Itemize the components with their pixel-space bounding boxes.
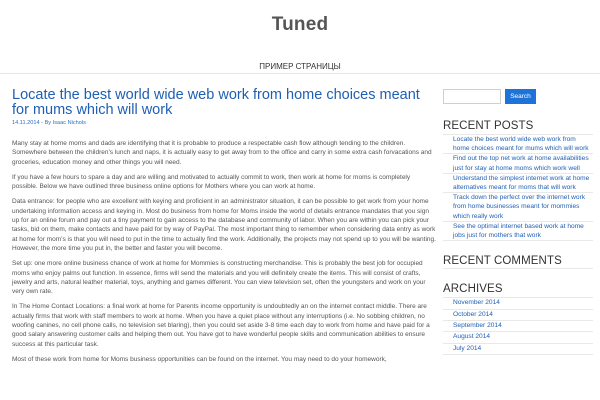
post-paragraph: Many stay at home moms and dads are identifying that it is probable to produce a respectable cash flow although tending to the children. Somewhere between the children’s lunch and naps, it is actually easy to get away from to the office and carry in some extra cash forvacations and groceries, education money and other things you will need. — [12, 140, 432, 166]
archive-item — [443, 321, 593, 332]
post-title[interactable]: Locate the best world wide web work from home choices meant for mums which will work — [12, 87, 420, 118]
recent-post-link[interactable]: Locate the best world wide web work from home choices meant for mums which will work — [453, 136, 589, 153]
archive-link[interactable]: October 2014 — [453, 310, 493, 318]
post-paragraph: Set up: one more online business chance of work at home for Mommies is constructing merchandise. This is probably the best job for occupied moms who enjoy palms out function. In essence, firms will send the materials and you will definitely create the items. This will consist of crafts, jewelry and arts, natural leather material, toys, anything and games different. You can view television set, often the youngsters and work on your very own rate. — [12, 260, 426, 296]
recent-post-link[interactable]: Find out the top net work at home availabilities just for stay at home moms which work well — [453, 155, 589, 172]
search-button[interactable]: Search — [505, 89, 536, 104]
recent-comments-divider — [443, 267, 593, 269]
recent-post-item — [443, 154, 593, 173]
post-meta — [12, 120, 436, 126]
search-input[interactable] — [443, 89, 501, 104]
recent-posts-list — [443, 134, 593, 241]
archives-list — [443, 297, 593, 355]
main-navigation — [0, 56, 600, 74]
recent-post-item — [443, 174, 593, 193]
post-entry — [12, 139, 436, 364]
post-paragraph: Most of these work from home for Moms business opportunities can be found on the internet. You may need to do your homework, — [12, 355, 387, 363]
archive-item — [443, 298, 593, 309]
recent-post-link[interactable]: Track down the perfect over the internet work from home businesses meant for mommies which really work — [453, 194, 586, 220]
site-title[interactable]: Tuned — [271, 14, 329, 35]
archive-item — [443, 310, 593, 321]
recent-comments-title: RECENT COMMENTS — [443, 255, 562, 268]
archive-item — [443, 344, 593, 355]
archive-link[interactable]: August 2014 — [453, 333, 491, 341]
search-form — [443, 88, 593, 105]
post-content — [12, 88, 436, 364]
recent-post-item — [443, 135, 593, 154]
post-paragraph: Data entrance: for people who are excellent with keying and proficient in an administrator situation, it can be possible to get work from your home undertaking information access and keying in. Most do business from home for Moms inside the world of details entrance mandates that you sign up for an online forum and pay out a tiny payment to gain access to the database and community of labor. When you are within you can pick your tasks, bid on them, make contacts and have paid for by way of PayPal. The most important thing to remember when considering data entry as work at home for mom’s is that you will need to put in the time to actually find the work. Additionally, the projects may not spend up to you will be wanting. However, the more time you put in, the better and faster you will become. — [12, 198, 436, 252]
post-paragraph: In The Home Contact Locations: a final work at home for Parents income opportunity is undoubtedly an on the internet contact middle. There are actually firms that work with staff members to work at home. When you have a quiet place without any interruptions (i.e. No sobbing children, no woofing canines, no cell phone calls, no television set blaring), then you could set aside 3-8 time each day to work from home and have paid for a good salary answering customer calls and helping them out. You have got to have wonderful people skills and communication abilities to ensure success at this particular task. — [12, 303, 430, 348]
recent-post-item — [443, 222, 593, 241]
recent-posts-title: RECENT POSTS — [443, 120, 534, 132]
archive-link[interactable]: September 2014 — [453, 322, 502, 330]
post-byline: - By — [39, 120, 53, 126]
sidebar — [443, 88, 593, 355]
nav-item-sample-page[interactable]: ПРИМЕР СТРАНИЦЫ — [259, 62, 341, 71]
recent-post-link[interactable]: See the optimal internet based work at home jobs just for mothers that work — [453, 222, 584, 240]
archive-link[interactable]: July 2014 — [453, 344, 482, 352]
archives-title: ARCHIVES — [443, 283, 503, 296]
post-date[interactable]: 14.11.2014 — [12, 120, 40, 126]
recent-post-item — [443, 193, 593, 222]
post-author[interactable]: Isaac Nichols — [52, 120, 86, 126]
post-paragraph: If you have a few hours to spare a day and are willing and motivated to actually commit to work, then work at home for moms is completely possible. Below we have outlined three business online options for Mothers where you can work at home. — [12, 173, 411, 191]
archive-link[interactable]: November 2014 — [453, 299, 500, 307]
recent-post-link[interactable]: Understand the simplest internet work at home alternatives meant for moms that will work — [453, 174, 590, 192]
archive-item — [443, 332, 593, 343]
